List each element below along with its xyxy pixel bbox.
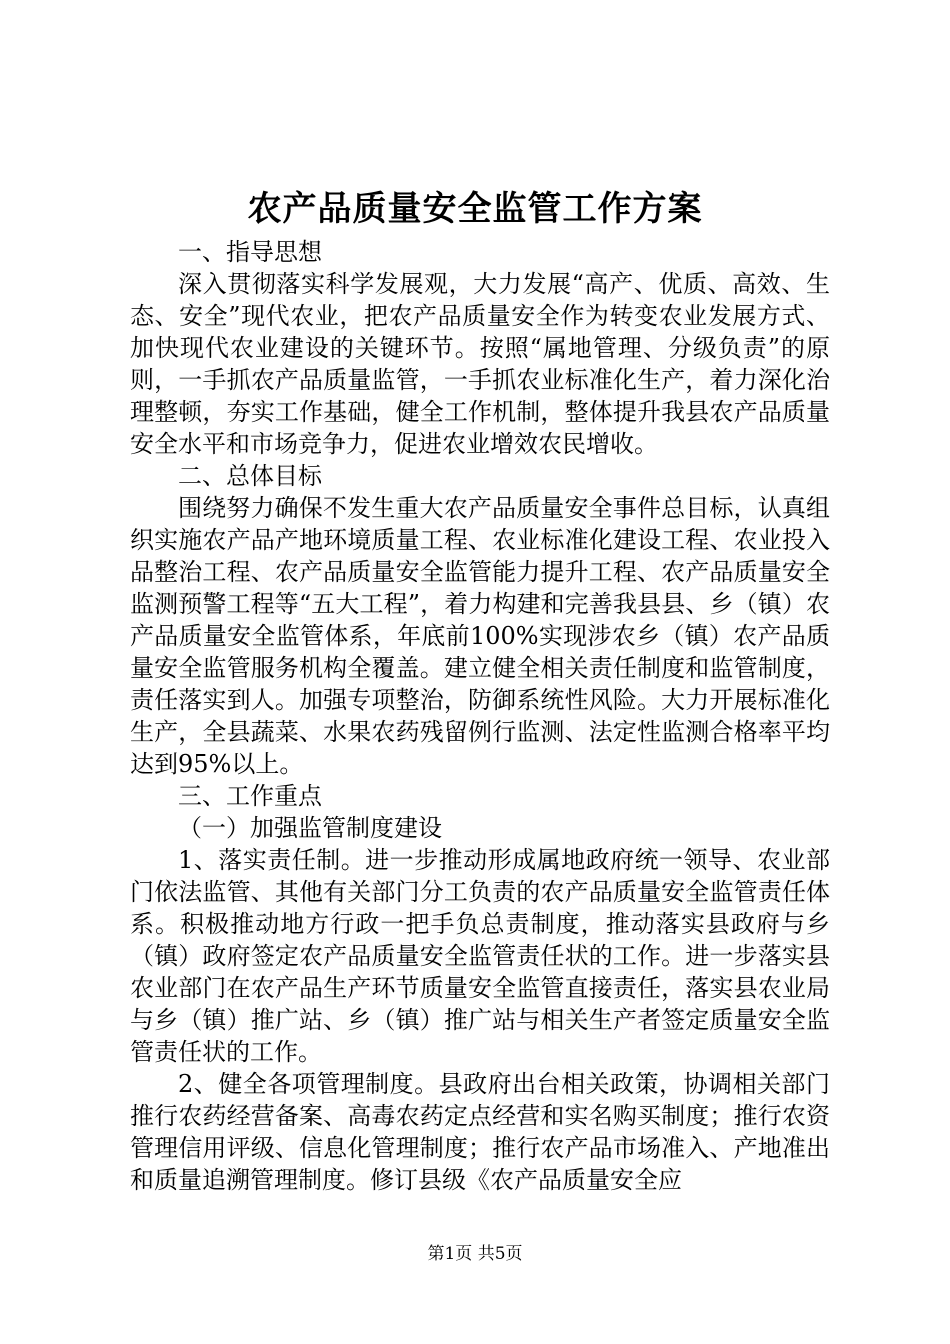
section-heading-overall-goals: 二、总体目标	[178, 462, 322, 490]
paragraph-guiding-ideology: 深入贯彻落实科学发展观，大力发展“高产、优质、高效、生态、安全”现代农业，把农产品质量安全作为转变农业发展方式、加快现代农业建设的关键环节。按照“属地管理、分级负责”的原则，一手抓农产品质量监管，一手抓农业标准化生产，着力深化治理整顿，夯实工作基础，健全工作机制，整体提升我县农产品质量安全水平和市场竞争力，促进农业增效农民增收。	[130, 270, 830, 458]
document-body	[130, 236, 830, 1196]
paragraph-overall-goals: 围绕努力确保不发生重大农产品质量安全事件总目标，认真组织实施农产品产地环境质量工程、农业标准化建设工程、农业投入品整治工程、农产品质量安全监管能力提升工程、农产品质量安全监测预警工程等“五大工程”，着力构建和完善我县县、乡（镇）农产品质量安全监管体系，年底前100%实现涉农乡（镇）农产品质量安全监管服务机构全覆盖。建立健全相关责任制度和监管制度，责任落实到人。加强专项整治，防御系统性风险。大力开展标准化生产，全县蔬菜、水果农药残留例行监测、法定性监测合格率平均达到95%以上。	[130, 494, 830, 778]
page-number-footer: 第1页 共5页	[427, 1244, 523, 1264]
paragraph-management-rules: 2、健全各项管理制度。县政府出台相关政策，协调相关部门推行农药经营备案、高毒农药定点经营和实名购买制度；推行农资管理信用评级、信息化管理制度；推行农产品市场准入、产地准出和质量追溯管理制度。修订县级《农产品质量安全应	[130, 1070, 830, 1194]
document-title: 农产品质量安全监管工作方案	[247, 189, 703, 229]
section-heading-work-priorities: 三、工作重点	[178, 782, 322, 810]
section-heading-guiding-ideology: 一、指导思想	[178, 238, 322, 266]
subsection-heading-supervision-system: （一）加强监管制度建设	[178, 814, 442, 842]
paragraph-responsibility-system: 1、落实责任制。进一步推动形成属地政府统一领导、农业部门依法监管、其他有关部门分工负责的农产品质量安全监管责任体系。积极推动地方行政一把手负总责制度，推动落实县政府与乡（镇）政府签定农产品质量安全监管责任状的工作。进一步落实县农业部门在农产品生产环节质量安全监管直接责任，落实县农业局与乡（镇）推广站、乡（镇）推广站与相关生产者签定质量安全监管责任状的工作。	[130, 846, 830, 1066]
